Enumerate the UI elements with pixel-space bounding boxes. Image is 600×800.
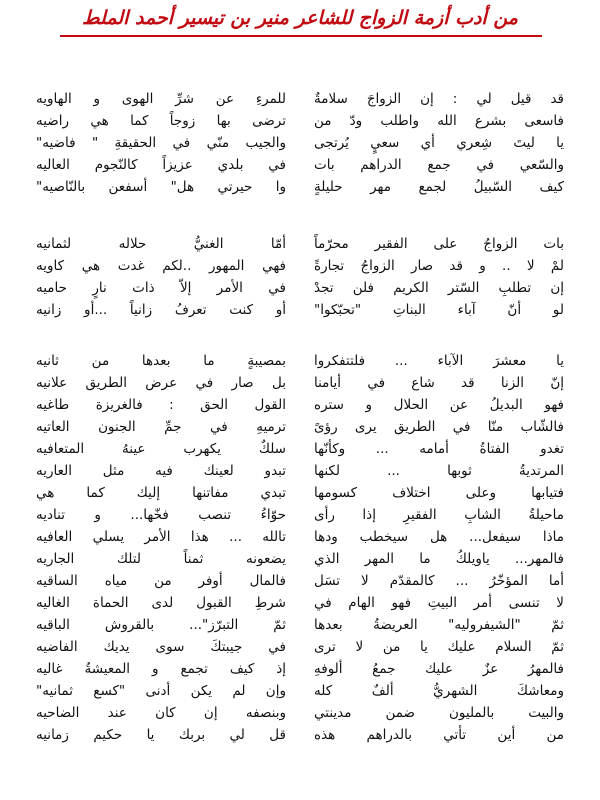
title-underline: [60, 35, 542, 37]
couplet: [30, 614, 570, 636]
couplet: [30, 570, 570, 592]
couplet: [30, 504, 570, 526]
verse-second-hemistich: في جيبتكَ سوى يديك الفاضيه: [36, 639, 286, 655]
verse-second-hemistich: والجيب منّي في الحقيقةِ " فاضيه": [36, 135, 286, 151]
verse-first-hemistich: ماحيلةُ الشابِ الفقيرِ إذا رأى: [314, 507, 564, 523]
verse-second-hemistich: وبنصفه إن كان عند الضاحيه: [36, 705, 286, 721]
couplet: [30, 176, 570, 198]
couplet: [30, 132, 570, 154]
verse-first-hemistich: لمْ لا .. و قد صار الزواجُ تجارةً: [314, 258, 564, 274]
couplet: [30, 255, 570, 277]
verse-second-hemistich: القول الحق : فالغريزة طاغيه: [36, 397, 286, 413]
verse-first-hemistich: فالمهر... ياويلكُ ما المهر الذي: [314, 551, 564, 567]
verse-first-hemistich: والبيت بالمليون ضمن مدينتي: [314, 705, 564, 721]
verse-second-hemistich: في الأمر إلاّ ذات نارٍ حاميه: [36, 280, 286, 296]
verse-second-hemistich: تبدي مفاتنها إليك كما هي: [36, 485, 286, 501]
verse-second-hemistich: شرطِ القبول لدى الحماة الغاليه: [36, 595, 286, 611]
couplet: [30, 438, 570, 460]
couplet: [30, 592, 570, 614]
couplet: [30, 88, 570, 110]
couplet: [30, 526, 570, 548]
verse-first-hemistich: فالشّاب منّا في الطريق يرى رؤىً: [314, 419, 564, 435]
verse-first-hemistich: ثمّ "الشيفروليه" العريضةُ بعدها: [314, 617, 564, 633]
poem-body: [30, 88, 570, 788]
verse-second-hemistich: فهي المهور ..لكم غدت هي كاويه: [36, 258, 286, 274]
verse-first-hemistich: قد قيل لي : إن الزواجَ سلامةٌ: [314, 91, 564, 107]
verse-first-hemistich: من أين تأتي بالدراهم هذه: [314, 727, 564, 743]
verse-second-hemistich: إذ كيف تجمع و المعيشةُ غاليه: [36, 661, 286, 677]
couplet: [30, 702, 570, 724]
verse-second-hemistich: تالله ... هذا الأمر يسلي العافيه: [36, 529, 286, 545]
verse-first-hemistich: لو أنّ آباء البناتِ "تحبّكوا": [314, 302, 564, 318]
couplet: [30, 548, 570, 570]
verse-first-hemistich: بات الزواجُ على الفقير محرّماً: [314, 236, 564, 252]
verse-first-hemistich: فتيابها وعلى اختلاف كسومها: [314, 485, 564, 501]
verse-second-hemistich: ترضى بها زوجاً كما هي راضيه: [36, 113, 286, 129]
verse-first-hemistich: ثمّ السلام عليك يا من لا ترى: [314, 639, 564, 655]
verse-first-hemistich: أما المؤخّرُ ... كالمقدّم لا تسَل: [314, 573, 564, 589]
verse-first-hemistich: لا تنسى أمر البيتِ فهو الهام في: [314, 595, 564, 611]
verse-first-hemistich: فهو البديلُ عن الحلال و ستره: [314, 397, 564, 413]
couplet: [30, 154, 570, 176]
couplet: [30, 299, 570, 321]
verse-first-hemistich: فالمهرُ عزٌ عليك جمعُ ألوفهِ: [314, 661, 564, 677]
couplet: [30, 658, 570, 680]
verse-first-hemistich: يا ليتَ شِعري أي سعيٍ يُرتجى: [314, 135, 564, 151]
verse-first-hemistich: المرتديةُ ثوبها ... لكنها: [314, 463, 564, 479]
verse-second-hemistich: أو كنت تعرفُ زانياً ...أو زانيه: [36, 302, 286, 318]
verse-second-hemistich: فالمال أوفر من مياه الساقيه: [36, 573, 286, 589]
verse-second-hemistich: بل صار في عرض الطريق علانيه: [36, 375, 286, 391]
verse-second-hemistich: بمصيبةٍ ما بعدها من ثانيه: [36, 353, 286, 369]
verse-second-hemistich: أمّا الغنيُّ حلاله لثمانيه: [36, 236, 286, 252]
verse-second-hemistich: في بلدي عزيزاً كالنّجوم العاليه: [36, 157, 286, 173]
couplet: [30, 277, 570, 299]
couplet: [30, 110, 570, 132]
verse-second-hemistich: سلكٌ يكهرب عينهُ المتعافيه: [36, 441, 286, 457]
stanza: [30, 233, 570, 321]
couplet: [30, 460, 570, 482]
verse-first-hemistich: إنّ الزنا قد شاع في أيامنا: [314, 375, 564, 391]
couplet: [30, 724, 570, 746]
verse-second-hemistich: وا حيرتي هل" أسفعن بالنّاصيه": [36, 179, 286, 195]
verse-first-hemistich: ماذا سيفعل... هل سيخطب ودها: [314, 529, 564, 545]
verse-second-hemistich: ترميهِ في جمِّ الجنون العاتيه: [36, 419, 286, 435]
couplet: [30, 233, 570, 255]
couplet: [30, 636, 570, 658]
verse-second-hemistich: وإن لم يكن أدنى "كسع ثمانيه": [36, 683, 286, 699]
verse-first-hemistich: ومعاشكَ الشهريُّ ألفٌ كله: [314, 683, 564, 699]
verse-second-hemistich: للمرءِ عن شرِّ الهوى و الهاويه: [36, 91, 286, 107]
couplet: [30, 416, 570, 438]
verse-first-hemistich: فاسعى بشرع الله واطلب ودّ من: [314, 113, 564, 129]
verse-first-hemistich: كيف السّبيلُ لجمع مهر حليلةٍ: [314, 179, 564, 195]
verse-first-hemistich: يا معشرَ الآباء ... فلتتفكروا: [314, 353, 564, 369]
verse-second-hemistich: حوّاءُ تنصب فخّها... و تناديه: [36, 507, 286, 523]
verse-second-hemistich: قل لي بربك يا حكيم زمانيه: [36, 727, 286, 743]
poem-title: من أدب أزمة الزواج للشاعر منير بن تيسير أحمد الملط: [82, 7, 518, 29]
couplet: [30, 372, 570, 394]
couplet: [30, 394, 570, 416]
couplet: [30, 680, 570, 702]
verse-first-hemistich: والسّعي في جمع الدراهم بات: [314, 157, 564, 173]
stanza: [30, 88, 570, 198]
couplet: [30, 350, 570, 372]
verse-first-hemistich: تغدو الفتاةُ أمامه ... وكأنّها: [314, 441, 564, 457]
verse-second-hemistich: ثمّ التبرّز"... بالقروش الباقيه: [36, 617, 286, 633]
verse-second-hemistich: تبدو لعينك فيه مثل العاريه: [36, 463, 286, 479]
stanza: [30, 350, 570, 746]
verse-first-hemistich: إن تطلبِ السّتر الكريم فلن تجدْ: [314, 280, 564, 296]
couplet: [30, 482, 570, 504]
verse-second-hemistich: يضعونه ثمناً لتلك الجاريه: [36, 551, 286, 567]
